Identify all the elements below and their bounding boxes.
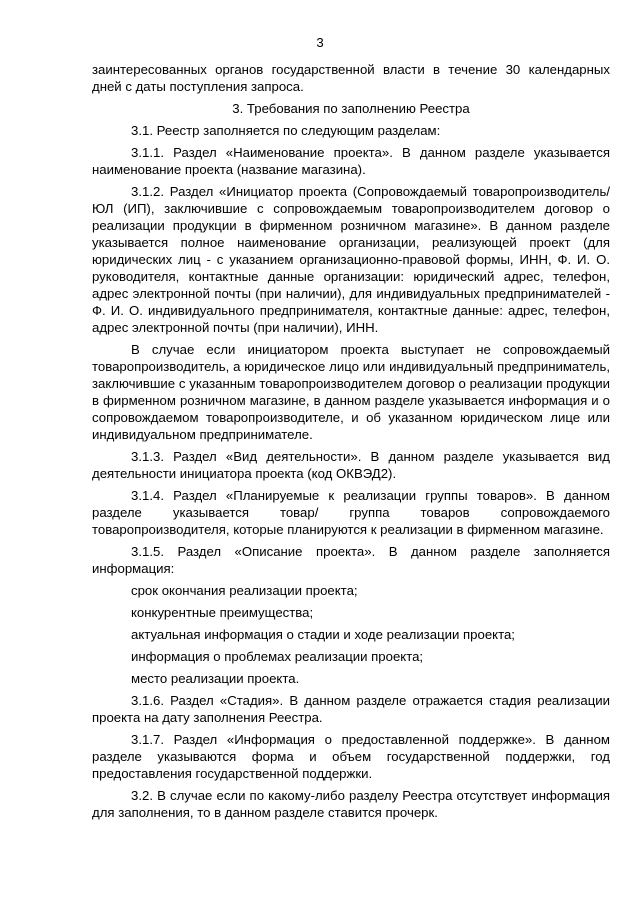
paragraph-3-1-4: 3.1.4. Раздел «Планируемые к реализации группы товаров». В данном разделе указывается товар/ группа товаров сопровождаемого товаропроизводителя, которые планируются к реализации в фирменном магазине. bbox=[92, 488, 610, 537]
list-item: информация о проблемах реализации проекта; bbox=[131, 649, 424, 664]
paragraph-3-1-2: 3.1.2. Раздел «Инициатор проекта (Сопровождаемый товаропроизводитель/ ЮЛ (ИП), заключившие с сопровождаемым товаропроизводителем договор о реализации продукции в фирменном розничном магазине». В данном разделе указывается полное наименование организации, реализующей проект (для юридических лиц - с указанием организационно-правовой формы, ИНН, Ф. И. О. руководителя, контактные данные организации: юридический адрес, телефон, адрес электронной почты (при наличии), для индивидуальных предпринимателей - Ф. И. О. индивидуального предпринимателя, контактные данные: адрес, телефон, адрес электронной почты (при наличии), ИНН. bbox=[92, 184, 610, 335]
paragraph-3-1-7: 3.1.7. Раздел «Информация о предоставленной поддержке». В данном разделе указываются форма и объем государственной поддержки, год предоставления государственной поддержки. bbox=[92, 732, 610, 781]
list-item: место реализации проекта. bbox=[131, 671, 300, 686]
paragraph-3-1-1: 3.1.1. Раздел «Наименование проекта». В данном разделе указывается наименование проекта (название магазина). bbox=[92, 145, 610, 177]
paragraph-3-1-6: 3.1.6. Раздел «Стадия». В данном разделе отражается стадия реализации проекта на дату заполнения Реестра. bbox=[92, 693, 610, 725]
paragraph-continuation: заинтересованных органов государственной власти в течение 30 календарных дней с даты поступления запроса. bbox=[92, 62, 610, 94]
section-heading: 3. Требования по заполнению Реестра bbox=[232, 101, 470, 116]
page-number: 3 bbox=[316, 35, 324, 50]
list-item: конкурентные преимущества; bbox=[131, 605, 314, 620]
paragraph-3-1-3: 3.1.3. Раздел «Вид деятельности». В данном разделе указывается вид деятельности инициатора проекта (код ОКВЭД2). bbox=[92, 449, 610, 481]
paragraph-initiator-case: В случае если инициатором проекта выступает не сопровождаемый товаропроизводитель, а юридическое лицо или индивидуальный предприниматель, заключившие с указанным товаропроизводителем договор о реализации продукции в фирменном розничном магазине, в данном разделе указывается информация и о сопровождаемом товаропроизводителе, и об указанном юридическом лице или индивидуальном предпринимателе. bbox=[92, 342, 610, 442]
paragraph-3-1-5: 3.1.5. Раздел «Описание проекта». В данном разделе заполняется информация: bbox=[92, 544, 610, 576]
list-item: актуальная информация о стадии и ходе реализации проекта; bbox=[131, 627, 515, 642]
paragraph-3-2: 3.2. В случае если по какому-либо разделу Реестра отсутствует информация для заполнения, то в данном разделе ставится прочерк. bbox=[92, 788, 610, 820]
document-body bbox=[92, 61, 610, 821]
paragraph-3-1: 3.1. Реестр заполняется по следующим разделам: bbox=[131, 123, 441, 138]
list-item: срок окончания реализации проекта; bbox=[131, 583, 358, 598]
